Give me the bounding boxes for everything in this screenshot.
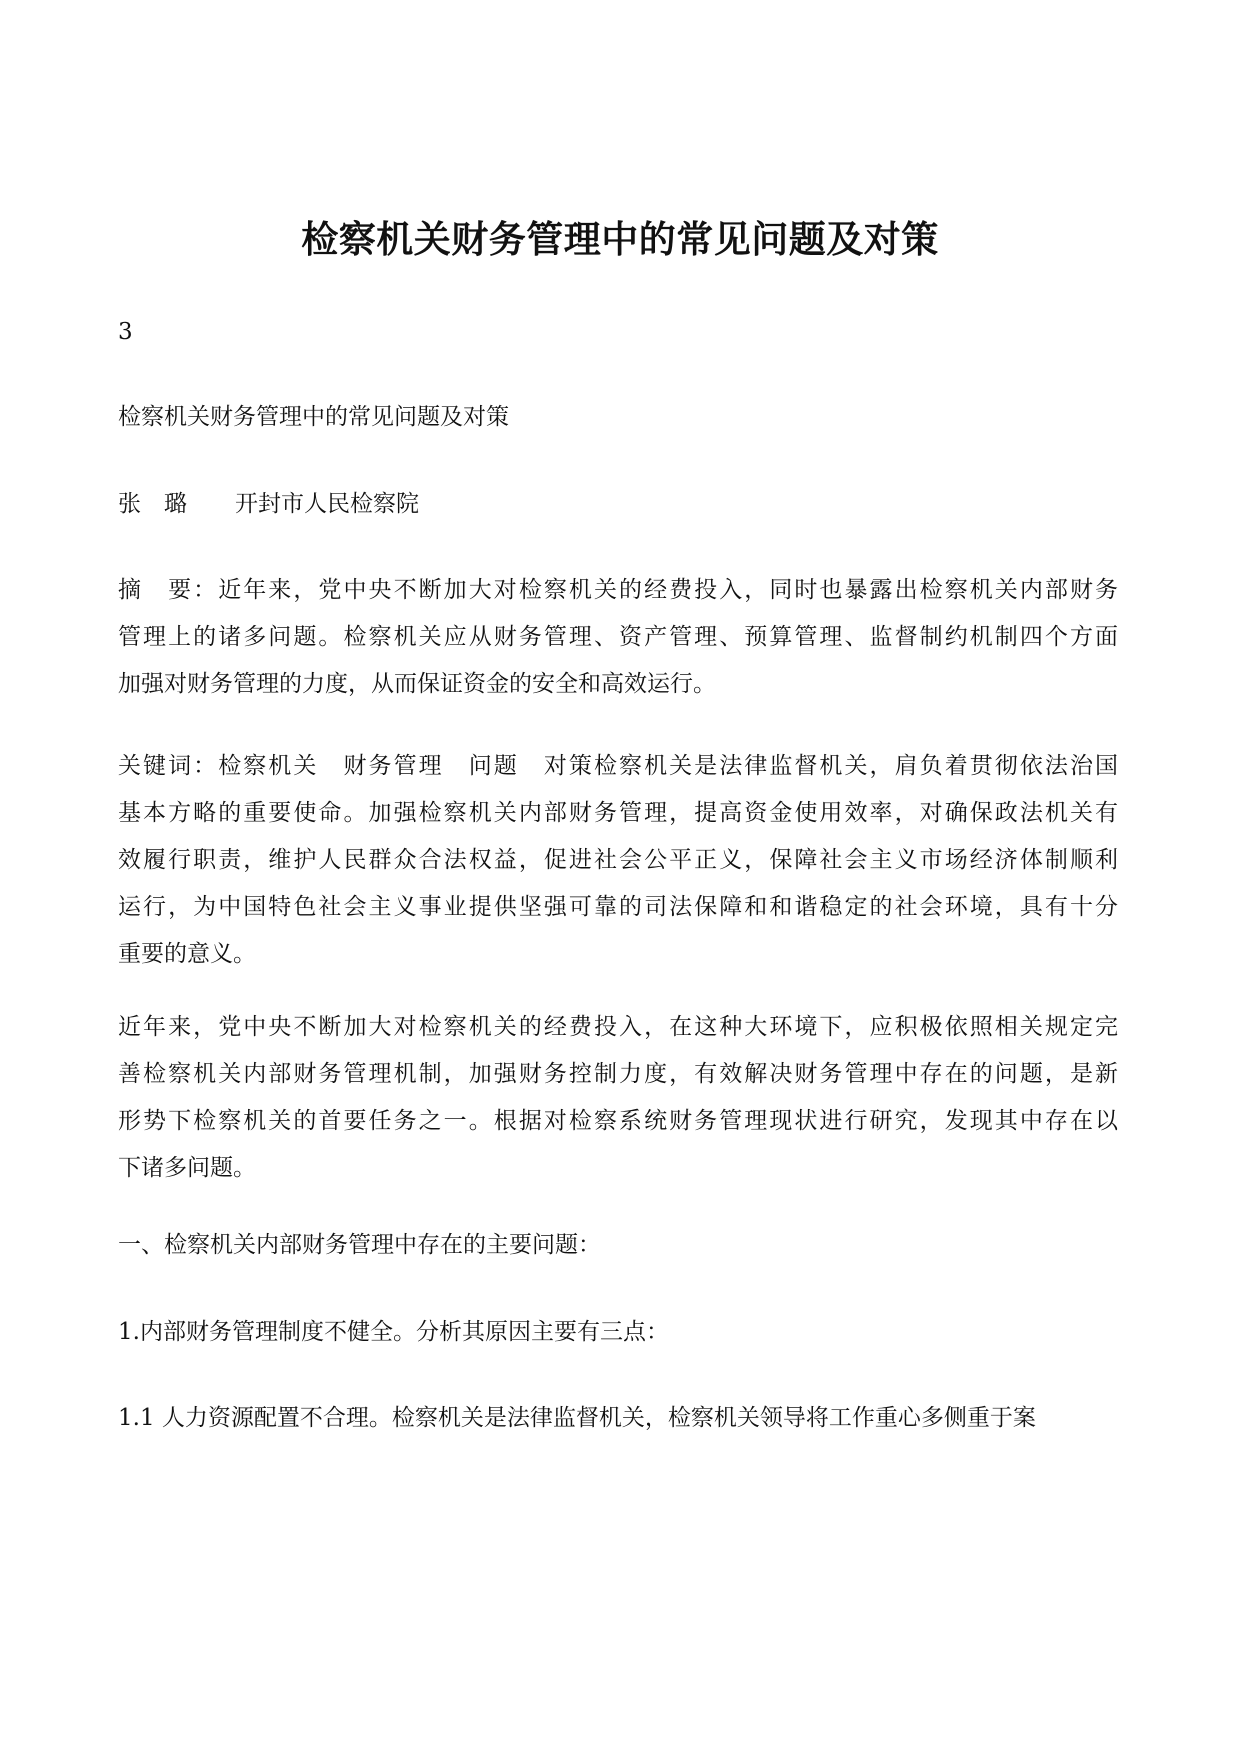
keywords-line: 关键词：检察机关 财务管理 问题 对策检察机关是法律监督机关，肩负着贯彻依法治国 <box>118 753 1118 779</box>
document-subtitle: 检察机关财务管理中的常见问题及对策 <box>118 404 509 430</box>
intro-paragraph <box>118 1004 1118 1192</box>
keywords-line: 运行，为中国特色社会主义事业提供坚强可靠的司法保障和和谐稳定的社会环境，具有十分 <box>118 894 1118 920</box>
author-line <box>118 481 1118 528</box>
keywords-paragraph <box>118 743 1118 978</box>
abstract-line: 管理上的诸多问题。检察机关应从财务管理、资产管理、预算管理、监督制约机制四个方面 <box>118 624 1118 650</box>
page-marker: 3 <box>118 319 133 345</box>
abstract-paragraph <box>118 567 1118 708</box>
item-1: 1.内部财务管理制度不健全。分析其原因主要有三点： <box>118 1319 669 1345</box>
author-name: 张 璐 <box>118 491 187 517</box>
intro-line: 形势下检察机关的首要任务之一。根据对检察系统财务管理现状进行研究，发现其中存在以 <box>118 1108 1118 1134</box>
author-affiliation: 开封市人民检察院 <box>235 491 419 517</box>
intro-line: 善检察机关内部财务管理机制，加强财务控制力度，有效解决财务管理中存在的问题，是新 <box>118 1061 1118 1087</box>
keywords-line: 基本方略的重要使命。加强检察机关内部财务管理，提高资金使用效率，对确保政法机关有 <box>118 800 1118 826</box>
intro-line: 近年来，党中央不断加大对检察机关的经费投入，在这种大环境下，应积极依照相关规定完 <box>118 1014 1118 1040</box>
document-title: 检察机关财务管理中的常见问题及对策 <box>301 218 939 261</box>
item-1-1: 1.1 人力资源配置不合理。检察机关是法律监督机关，检察机关领导将工作重心多侧重于案 <box>118 1405 1036 1431</box>
abstract-line: 加强对财务管理的力度，从而保证资金的安全和高效运行。 <box>118 671 716 697</box>
abstract-line: 摘 要：近年来，党中央不断加大对检察机关的经费投入，同时也暴露出检察机关内部财务 <box>118 577 1118 603</box>
section-1-heading: 一、检察机关内部财务管理中存在的主要问题： <box>118 1232 601 1258</box>
keywords-line: 效履行职责，维护人民群众合法权益，促进社会公平正义，保障社会主义市场经济体制顺利 <box>118 847 1118 873</box>
intro-line: 下诸多问题。 <box>118 1155 256 1181</box>
keywords-line: 重要的意义。 <box>118 941 256 967</box>
